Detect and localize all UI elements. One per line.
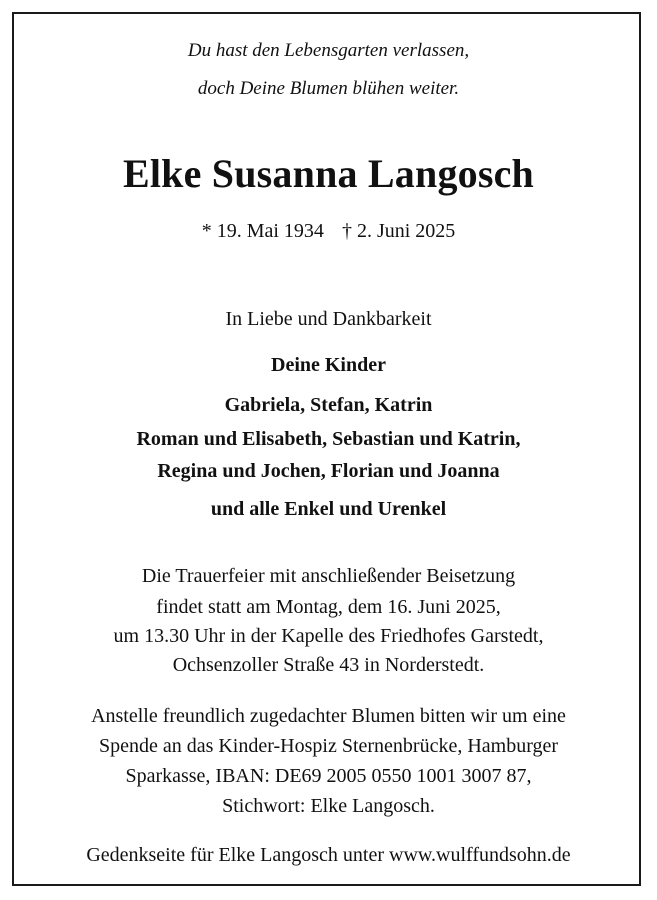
motto-line-1: Du hast den Lebensgarten verlassen, — [187, 40, 470, 61]
life-dates — [0, 220, 657, 243]
memorial-page-note: Gedenkseite für Elke Langosch unter www.wulffundsohn.de — [86, 844, 571, 866]
ceremony-line-1: Die Trauerfeier mit anschließender Beisetzung — [141, 565, 516, 587]
deceased-name: Elke Susanna Langosch — [122, 151, 535, 196]
motto-line-2: doch Deine Blumen blühen weiter. — [197, 78, 460, 99]
ceremony-line-4: Ochsenzoller Straße 43 in Norderstedt. — [172, 654, 485, 676]
donation-line-4: Stichwort: Elke Langosch. — [222, 795, 435, 817]
mourners-heading: Deine Kinder — [271, 354, 386, 376]
mourners-intro: In Liebe und Dankbarkeit — [225, 308, 432, 330]
mourners-line-4: und alle Enkel und Urenkel — [210, 498, 447, 520]
mourners-line-3: Regina und Jochen, Florian und Joanna — [157, 460, 500, 482]
donation-line-1: Anstelle freundlich zugedachter Blumen bitten wir um eine — [91, 705, 566, 727]
mourners-line-2: Roman und Elisabeth, Sebastian und Katrin, — [136, 428, 521, 450]
donation-line-3: Sparkasse, IBAN: DE69 2005 0550 1001 3007 87, — [125, 765, 532, 787]
death-date: † 2. Juni 2025 — [341, 220, 456, 242]
mourners-line-1: Gabriela, Stefan, Katrin — [224, 394, 433, 416]
birth-date: * 19. Mai 1934 — [201, 220, 324, 242]
donation-line-2: Spende an das Kinder-Hospiz Sternenbrücke, Hamburger — [98, 735, 559, 757]
ceremony-line-3: um 13.30 Uhr in der Kapelle des Friedhofes Garstedt, — [113, 625, 544, 647]
ceremony-line-2: findet statt am Montag, dem 16. Juni 2025, — [156, 596, 501, 618]
